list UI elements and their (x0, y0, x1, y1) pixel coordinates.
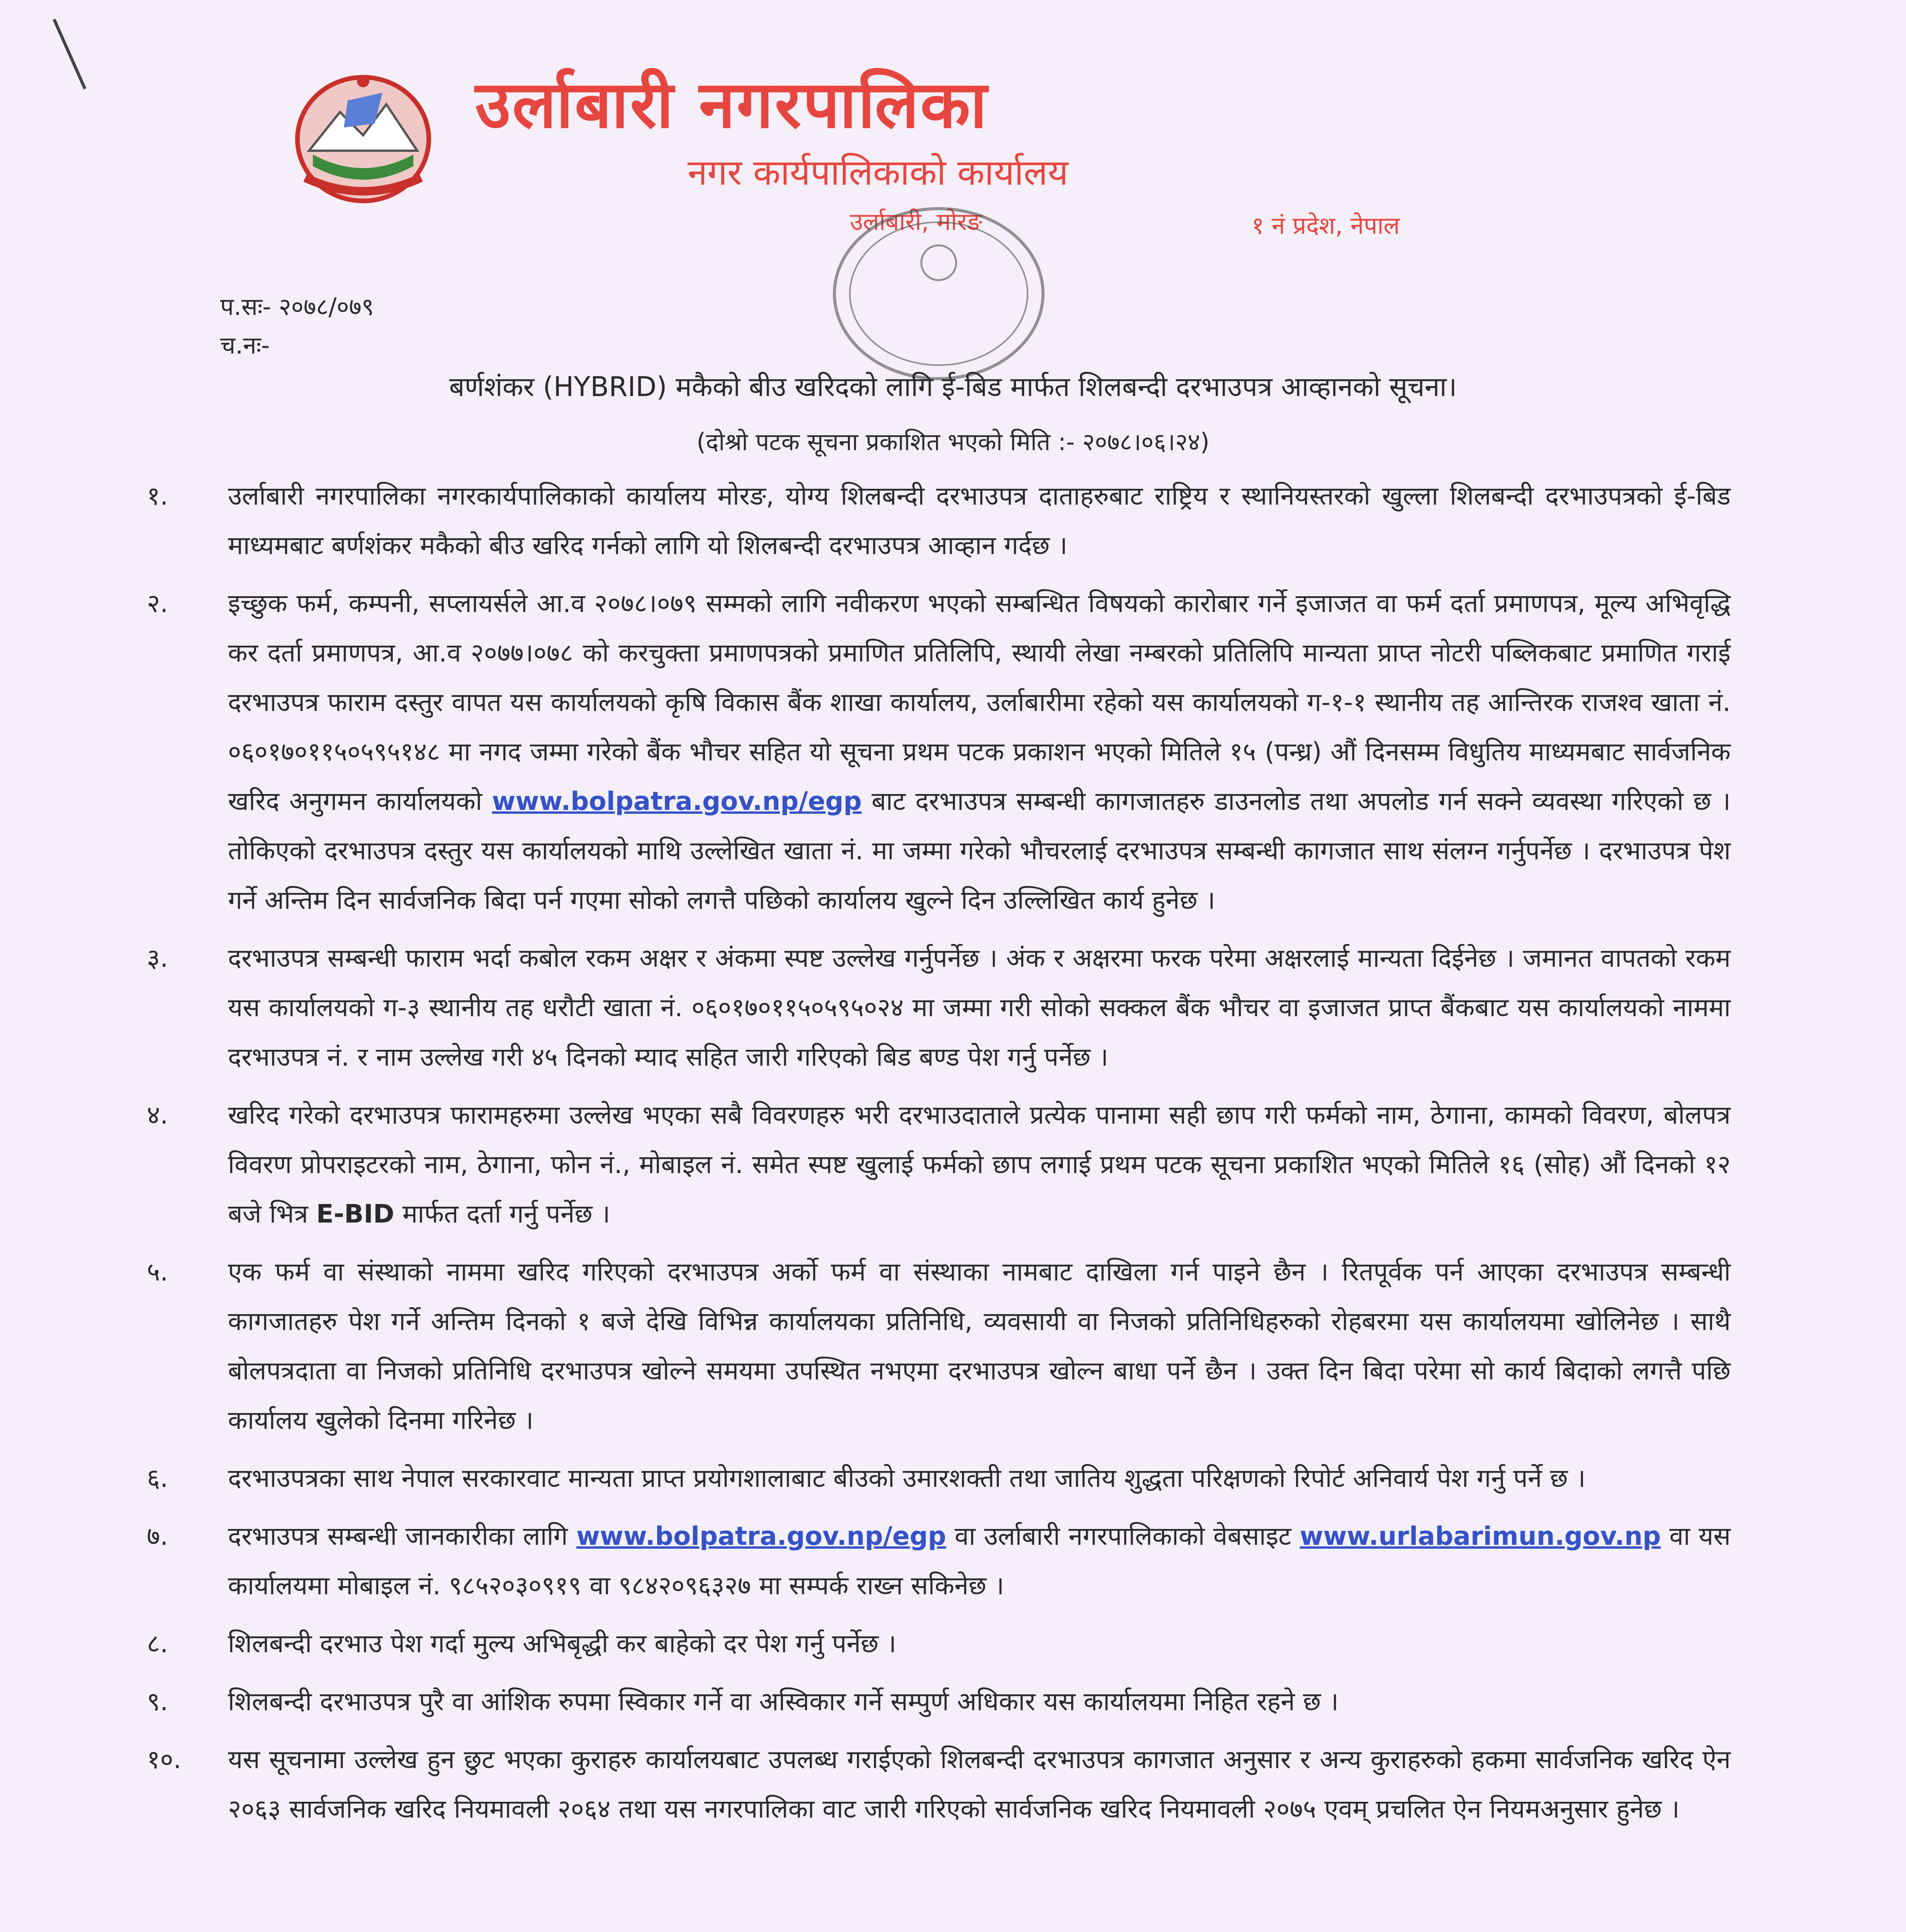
notice-subtitle: (दोश्रो पटक सूचना प्रकाशित भएको मिति :- २०७८।०६।२४) (696, 428, 1210, 456)
clause-number: ६. (147, 1463, 168, 1493)
clause-7 (147, 1512, 1731, 1611)
clause-3 (147, 934, 1731, 1082)
notice-clauses (147, 471, 1731, 1842)
clause-text: शिलबन्दी दरभाउपत्र पुरै वा आंशिक रुपमा स्विकार गर्ने वा अस्विकार गर्ने सम्पुर्ण अधिकार यस कार्यालयमा निहित रहने छ । (228, 1687, 1339, 1716)
clause-text-part: दरभाउपत्र सम्बन्धी जानकारीका लागि (228, 1521, 568, 1551)
clause-number: ७. (147, 1521, 168, 1551)
clause-9 (147, 1677, 1731, 1726)
nepal-emblem-logo (282, 66, 444, 213)
clause-text: दरभाउपत्रका साथ नेपाल सरकारवाट मान्यता प्राप्त प्रयोगशालाबाट बीउको उमारशक्ती तथा जातिय शुद्धता परिक्षणको रिपोर्ट अनिवार्य पेश गर्नु पर्ने छ । (228, 1463, 1586, 1493)
notice-title: बर्णशंकर (HYBRID) मकैको बीउ खरिदको लागि ई-बिड मार्फत शिलबन्दी दरभाउपत्र आव्हानको सूचना। (449, 371, 1457, 403)
clause-number: २. (147, 588, 168, 618)
clause-number: ८. (147, 1629, 168, 1658)
clause-number: १०. (147, 1745, 182, 1774)
dispatch-number: च.नः- (220, 331, 270, 359)
office-subtitle: नगर कार्यपालिकाको कार्यालय (688, 152, 1069, 193)
pen-mark (50, 15, 93, 97)
bolpatra-link[interactable]: www.bolpatra.gov.np/egp (576, 1521, 946, 1551)
bolpatra-link[interactable]: www.bolpatra.gov.np/egp (492, 786, 862, 816)
clause-text-part: मार्फत दर्ता गर्नु पर्नेछ । (402, 1199, 610, 1229)
ebid-label: E-BID (316, 1199, 394, 1229)
clause-text-part: खरिद गरेको दरभाउपत्र फारामहरुमा उल्लेख भएका सबै विवरणहरु भरी दरभाउदाताले प्रत्येक पानामा सही छाप गरी फर्मको नाम, ठेगाना, कामको विवरण, बोलपत्र विवरण प्रोपराइटरको नाम, ठेगाना, फोन नं., मोबाइल नं. समेत स्पष्ट खुलाई फर्मको छाप लगाई प्रथम पटक सूचना प्रकाशित भएको मितिले १६ (सोह) औं दिनको १२ बजे भित्र (228, 1100, 1731, 1229)
clause-text (228, 1512, 1731, 1611)
office-title: उर्लाबारी नगरपालिका (475, 67, 989, 143)
clause-10 (147, 1735, 1731, 1834)
clause-text-part: इच्छुक फर्म, कम्पनी, सप्लायर्सले आ.व २०७८।०७९ सम्मको लागि नवीकरण भएको सम्बन्धित विषयको कारोबार गर्ने इजाजत वा फर्म दर्ता प्रमाणपत्र, मूल्य अभिवृद्धि कर दर्ता प्रमाणपत्र, आ.व २०७७।०७८ को करचुक्ता प्रमाणपत्रको प्रमाणित प्रतिलिपि, स्थायी लेखा नम्बरको प्रतिलिपि मान्यता प्राप्त नोटरी पब्लिकबाट प्रमाणित गराई दरभाउपत्र फाराम दस्तुर वापत यस कार्यालयको कृषि विकास बैंक शाखा कार्यालय, उर्लाबारीमा रहेको यस कार्यालयको ग-१-१ स्थानीय तह आन्तिरक राजश्व खाता नं. ०६०१७०११५०५९५१४८ मा नगद जम्मा गरेको बैंक भौचर सहित यो सूचना प्रथम पटक प्रकाशन भएको मितिले १५ (पन्ध्र) औं दिनसम्म विधुतिय माध्यमबाट सार्वजनिक खरिद अनुगमन कार्यालयको (228, 588, 1731, 816)
clause-8 (147, 1619, 1731, 1668)
clause-text: शिलबन्दी दरभाउ पेश गर्दा मुल्य अभिबृद्धी कर बाहेको दर पेश गर्नु पर्नेछ । (228, 1629, 897, 1658)
reference-number: प.सः- २०७८/०७९ (220, 293, 374, 321)
clause-text: यस सूचनामा उल्लेख हुन छुट भएका कुराहरु कार्यालयबाट उपलब्ध गराईएको शिलबन्दी दरभाउपत्र कागजात अनुसार र अन्य कुराहरुको हकमा सार्वजनिक खरिद ऐन २०६३ सार्वजनिक खरिद नियमावली २०६४ तथा यस नगरपालिका वाट जारी गरिएको सार्वजनिक खरिद नियमावली २०७५ एवम् प्रचलित ऐन नियमअनुसार हुनेछ । (228, 1745, 1731, 1824)
office-location: उर्लाबारी, मोरङ (850, 207, 982, 236)
clause-text-part: वा उर्लाबारी नगरपालिकाको वेबसाइट (955, 1521, 1291, 1551)
clause-1 (147, 471, 1731, 570)
clause-number: ९. (147, 1687, 168, 1716)
office-province: १ नं प्रदेश, नेपाल (1252, 211, 1400, 240)
clause-2 (147, 579, 1731, 925)
clause-number: ३. (147, 943, 168, 973)
clause-6 (147, 1454, 1731, 1503)
clause-text: उर्लाबारी नगरपालिका नगरकार्यपालिकाको कार्यालय मोरङ, योग्य शिलबन्दी दरभाउपत्र दाताहरुबाट राष्ट्रिय र स्थानियस्तरको खुल्ला शिलबन्दी दरभाउपत्रको ई-बिड माध्यमबाट बर्णशंकर मकैको बीउ खरिद गर्नको लागि यो शिलबन्दी दरभाउपत्र आव्हान गर्दछ । (228, 481, 1731, 560)
clause-text: दरभाउपत्र सम्बन्धी फाराम भर्दा कबोल रकम अक्षर र अंकमा स्पष्ट उल्लेख गर्नुपर्नेछ । अंक र अक्षरमा फरक परेमा अक्षरलाई मान्यता दिईनेछ । जमानत वापतको रकम यस कार्यालयको ग-३ स्थानीय तह धरौटी खाता नं. ०६०१७०११५०५९५०२४ मा जम्मा गरी सोको सक्कल बैंक भौचर वा इजाजत प्राप्त बैंकबाट यस कार्यालयको नाममा दरभाउपत्र नं. र नाम उल्लेख गरी ४५ दिनको म्याद सहित जारी गरिएको बिड बण्ड पेश गर्नु पर्नेछ । (228, 943, 1731, 1072)
clause-text (228, 579, 1731, 925)
clause-text (228, 1090, 1731, 1239)
clause-number: ५. (147, 1257, 168, 1287)
clause-text: एक फर्म वा संस्थाको नाममा खरिद गरिएको दरभाउपत्र अर्को फर्म वा संस्थाका नामबाट दाखिला गर्न पाइने छैन । रितपूर्वक पर्न आएका दरभाउपत्र सम्बन्धी कागजातहरु पेश गर्ने अन्तिम दिनको १ बजे देखि विभिन्न कार्यालयका प्रतिनिधि, व्यवसायी वा निजको प्रतिनिधिहरुको रोहबरमा यस कार्यालयमा खोलिनेछ । साथै बोलपत्रदाता वा निजको प्रतिनिधि दरभाउपत्र खोल्ने समयमा उपस्थित नभएमा दरभाउपत्र खोल्न बाधा पर्ने छैन । उक्त दिन बिदा परेमा सो कार्य बिदाको लगत्तै पछि कार्यालय खुलेको दिनमा गरिनेछ । (228, 1257, 1731, 1435)
municipality-website-link[interactable]: www.urlabarimun.gov.np (1300, 1521, 1661, 1551)
clause-text-part: बाट दरभाउपत्र सम्बन्धी कागजातहरु डाउनलोड तथा अपलोड गर्न सक्ने व्यवस्था गरिएको छ । तोकिएको दरभाउपत्र दस्तुर यस कार्यालयको माथि उल्लेखित खाता नं. मा जम्मा गरेको भौचरलाई दरभाउपत्र सम्बन्धी कागजात साथ संलग्न गर्नुपर्नेछ । दरभाउपत्र पेश गर्ने अन्तिम दिन सार्वजनिक बिदा पर्न गएमा सोको लगत्तै पछिको कार्यालय खुल्ने दिन उल्लिखित कार्य हुनेछ । (228, 786, 1731, 915)
clause-number: १. (147, 481, 168, 511)
clause-text-part: वा यस कार्यालयमा मोबाइल नं. ९८५२०३०९१९ वा ९८४२०९६३२७ मा सम्पर्क राख्न सकिनेछ । (228, 1521, 1731, 1600)
clause-5 (147, 1247, 1731, 1445)
clause-4 (147, 1090, 1731, 1239)
clause-number: ४. (147, 1100, 168, 1130)
